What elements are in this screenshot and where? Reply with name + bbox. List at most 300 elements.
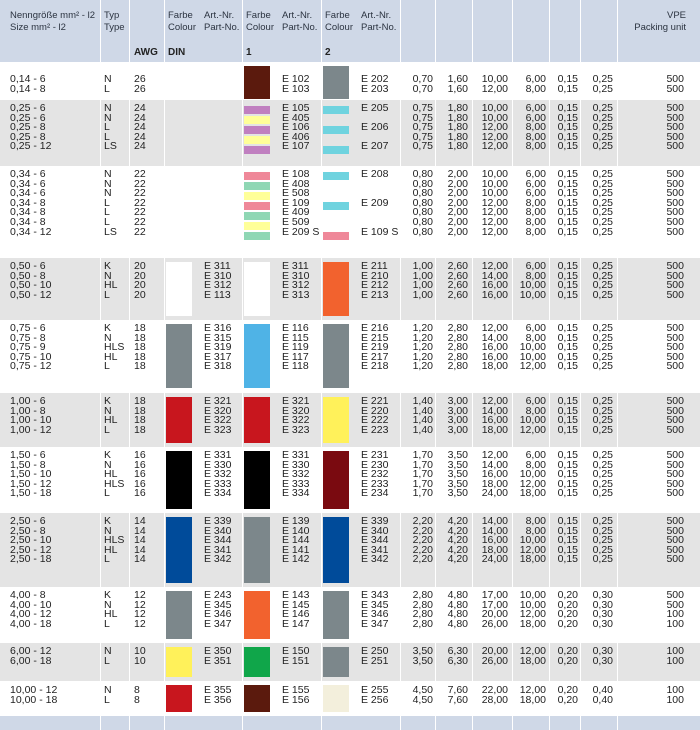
header-vpe-de: VPE: [666, 10, 686, 21]
cell-v1: 1,70: [412, 477, 433, 490]
cell-g1-part: E 155: [282, 684, 310, 696]
size-group: [0, 447, 700, 513]
cell-v2: 7,60: [447, 693, 468, 706]
cell-v5: 0,20: [557, 608, 578, 621]
cell-typ: L: [104, 82, 110, 95]
cell-v5: 0,20: [557, 645, 578, 657]
cell-din-part: E 318: [204, 360, 232, 373]
cell-v5: 0,15: [557, 341, 578, 354]
cell-awg: 8: [134, 684, 140, 696]
cell-g1-part: E 116: [282, 322, 309, 334]
cell-g1-part: E 145: [282, 598, 310, 611]
cell-size: 0,25 - 8: [10, 121, 46, 134]
cell-vpe: 500: [666, 515, 684, 527]
cell-v6: 0,25: [592, 187, 613, 200]
size-group: [0, 166, 700, 258]
cell-v6: 0,30: [592, 654, 613, 667]
cell-v3: 17,00: [481, 589, 508, 601]
cell-v1: 1,70: [412, 468, 433, 481]
cell-v6: 0,40: [592, 693, 613, 706]
cell-v6: 0,25: [592, 216, 613, 228]
cell-size: 4,00 - 12: [10, 608, 52, 621]
cell-v6: 0,25: [592, 458, 613, 471]
cell-awg: 14: [134, 553, 146, 566]
cell-v1: 0,75: [412, 121, 433, 134]
cell-din-part: E 351: [204, 654, 232, 667]
table-row: [0, 82, 700, 95]
size-group: [0, 320, 700, 393]
cell-typ: L: [104, 130, 110, 143]
cell-v6: 0,25: [592, 196, 613, 209]
column-divider: [549, 0, 550, 730]
cell-din-part: E 345: [204, 598, 232, 611]
cell-g1-part: E 106: [282, 121, 310, 134]
cell-v5: 0,20: [557, 693, 578, 706]
cell-vpe: 100: [666, 645, 684, 657]
cell-g1-part: E 146: [282, 608, 310, 621]
size-group: [0, 393, 700, 447]
table-row: [0, 225, 700, 238]
cell-v2: 2,00: [447, 168, 468, 180]
cell-v6: 0,25: [592, 534, 613, 547]
cell-v3: 16,00: [481, 414, 508, 427]
cell-size: 0,75 - 8: [10, 331, 46, 344]
cell-v3: 16,00: [481, 341, 508, 354]
cell-typ: HLS: [104, 477, 125, 490]
cell-g2-part: E 343: [361, 589, 389, 601]
cell-v4: 12,00: [519, 684, 546, 696]
cell-awg: 16: [134, 487, 146, 500]
cell-v5: 0,15: [557, 395, 578, 407]
cell-vpe: 100: [666, 654, 684, 667]
cell-v5: 0,15: [557, 360, 578, 373]
column-divider: [100, 0, 101, 730]
size-group: [0, 681, 700, 716]
cell-v6: 0,25: [592, 395, 613, 407]
cell-typ: L: [104, 288, 110, 301]
cell-v4: 18,00: [519, 487, 546, 500]
cell-awg: 14: [134, 543, 146, 556]
cell-v5: 0,15: [557, 553, 578, 566]
cell-g1-part: E 332: [282, 468, 310, 481]
cell-v5: 0,20: [557, 598, 578, 611]
header-typ-en: Type: [104, 22, 125, 33]
cell-typ: N: [104, 458, 112, 471]
cell-v5: 0,15: [557, 279, 578, 292]
cell-v1: 1,00: [412, 288, 433, 301]
cell-v2: 2,00: [447, 196, 468, 209]
cell-v2: 4,20: [447, 534, 468, 547]
cell-awg: 14: [134, 524, 146, 537]
header-g1-colour: [246, 10, 274, 34]
cell-v3: 12,00: [481, 395, 508, 407]
cell-typ: N: [104, 598, 112, 611]
cell-din-part: E 311: [204, 260, 231, 272]
cell-size: 0,75 - 12: [10, 360, 52, 373]
cell-typ: HL: [104, 279, 118, 292]
cell-v2: 1,80: [447, 102, 468, 114]
cell-g2-part: E 347: [361, 617, 389, 630]
cell-v4: 12,00: [519, 543, 546, 556]
cell-din-part: E 340: [204, 524, 232, 537]
cell-v6: 0,25: [592, 487, 613, 500]
cell-v4: 6,00: [525, 73, 546, 85]
cell-v1: 0,75: [412, 140, 433, 153]
cell-v1: 4,50: [412, 693, 433, 706]
cell-v4: 10,00: [519, 598, 546, 611]
cell-awg: 20: [134, 288, 146, 301]
table-row: [0, 489, 700, 499]
cell-awg: 18: [134, 395, 146, 407]
cell-din-part: E 315: [204, 331, 232, 344]
cell-v1: 1,20: [412, 322, 433, 334]
cell-g1-part: E 406: [282, 130, 310, 143]
cell-vpe: 500: [666, 187, 684, 200]
cell-din-part: E 321: [204, 395, 232, 407]
header-farbe-2: Farbe: [246, 10, 271, 21]
cell-v2: 4,20: [447, 524, 468, 537]
cell-v3: 14,00: [481, 458, 508, 471]
cell-vpe: 500: [666, 140, 684, 153]
cell-v1: 0,80: [412, 196, 433, 209]
cell-size: 10,00 - 12: [10, 684, 58, 696]
cell-v4: 6,00: [525, 449, 546, 461]
cell-din-part: E 322: [204, 414, 232, 427]
cell-v6: 0,30: [592, 608, 613, 621]
cell-v4: 8,00: [525, 121, 546, 134]
cell-v6: 0,25: [592, 543, 613, 556]
cell-v4: 6,00: [525, 395, 546, 407]
header-din-part: [204, 10, 239, 34]
cell-g1-part: E 311: [282, 260, 309, 272]
cell-g2-part: E 212: [361, 279, 389, 292]
cell-v4: 10,00: [519, 589, 546, 601]
cell-typ: N: [104, 102, 112, 114]
cell-awg: 18: [134, 322, 146, 334]
cell-v5: 0,15: [557, 414, 578, 427]
cell-v3: 14,00: [481, 524, 508, 537]
header-size-de: Nenngröße mm² - l2: [10, 10, 95, 21]
cell-awg: 24: [134, 130, 146, 143]
table-row: [0, 142, 700, 152]
cell-v5: 0,15: [557, 102, 578, 114]
cell-awg: 24: [134, 121, 146, 134]
cell-vpe: 500: [666, 331, 684, 344]
table-row: [0, 423, 700, 436]
cell-typ: L: [104, 487, 110, 500]
cell-g1-part: E 105: [282, 102, 310, 114]
cell-v5: 0,20: [557, 589, 578, 601]
cell-typ: L: [104, 121, 110, 134]
cell-v6: 0,25: [592, 468, 613, 481]
cell-v2: 2,00: [447, 206, 468, 219]
cell-awg: 8: [134, 693, 140, 706]
cell-v1: 1,40: [412, 423, 433, 436]
cell-typ: LS: [104, 140, 117, 153]
header-din-colour: [168, 10, 196, 34]
cell-g2-part: E 344: [361, 534, 389, 547]
size-group: [0, 643, 700, 681]
cell-typ: L: [104, 693, 110, 706]
cell-v3: 12,00: [481, 260, 508, 272]
cell-g2-part: E 231: [361, 449, 389, 461]
cell-v3: 16,00: [481, 288, 508, 301]
cell-v2: 2,60: [447, 269, 468, 282]
header-packing-unit: Packing unit: [634, 22, 686, 33]
header-din: DIN: [168, 47, 186, 58]
cell-v3: 18,00: [481, 543, 508, 556]
cell-g1-part: E 333: [282, 477, 310, 490]
cell-size: 6,00 - 12: [10, 645, 52, 657]
cell-v4: 10,00: [519, 414, 546, 427]
cell-v1: 1,70: [412, 487, 433, 500]
cell-din-part: E 341: [204, 543, 232, 556]
cell-v2: 1,60: [447, 73, 468, 85]
cell-g1-part: E 331: [282, 449, 310, 461]
cell-v4: 8,00: [525, 130, 546, 143]
cell-v3: 10,00: [481, 111, 508, 124]
cell-awg: 22: [134, 187, 146, 200]
cell-v4: 8,00: [525, 515, 546, 527]
cell-g2-part: E 202: [361, 73, 389, 85]
cell-v5: 0,15: [557, 225, 578, 238]
cell-v2: 6,30: [447, 645, 468, 657]
cell-v3: 26,00: [481, 654, 508, 667]
cell-g1-part: E 151: [282, 654, 310, 667]
cell-size: 0,34 - 6: [10, 177, 46, 190]
cell-g2-part: E 221: [361, 395, 389, 407]
column-divider: [164, 0, 165, 730]
cell-g2-part: E 234: [361, 487, 389, 500]
cell-v6: 0,40: [592, 684, 613, 696]
cell-v6: 0,25: [592, 111, 613, 124]
cell-v6: 0,25: [592, 423, 613, 436]
cell-v3: 16,00: [481, 534, 508, 547]
cell-size: 1,50 - 6: [10, 449, 46, 461]
cell-v5: 0,15: [557, 524, 578, 537]
cell-v2: 4,80: [447, 589, 468, 601]
cell-size: 0,75 - 6: [10, 322, 46, 334]
cell-din-part: E 310: [204, 269, 232, 282]
header-partno-2: Part-No.: [282, 22, 318, 33]
cell-typ: L: [104, 423, 110, 436]
cell-g2-part: E 230: [361, 458, 389, 471]
cell-awg: 16: [134, 458, 146, 471]
cell-awg: 26: [134, 82, 146, 95]
cell-v2: 2,80: [447, 322, 468, 334]
cell-g1-part: E 102: [282, 73, 310, 85]
cell-typ: LS: [104, 225, 117, 238]
cell-typ: N: [104, 168, 112, 180]
column-divider: [321, 0, 322, 730]
cell-v4: 10,00: [519, 350, 546, 363]
cell-awg: 14: [134, 515, 146, 527]
cell-v3: 22,00: [481, 684, 508, 696]
cell-v5: 0,15: [557, 404, 578, 417]
cell-v1: 2,80: [412, 598, 433, 611]
cell-v1: 1,70: [412, 458, 433, 471]
header-typ-de: Typ: [104, 10, 120, 21]
cell-vpe: 500: [666, 534, 684, 547]
cell-v2: 2,00: [447, 177, 468, 190]
cell-din-part: E 319: [204, 341, 232, 354]
cell-awg: 12: [134, 608, 146, 621]
table-row: [0, 617, 700, 630]
cell-v5: 0,15: [557, 121, 578, 134]
cell-size: 2,50 - 8: [10, 524, 46, 537]
cell-v3: 20,00: [481, 608, 508, 621]
cell-g1-part: E 321: [282, 395, 310, 407]
cell-v3: 12,00: [481, 216, 508, 228]
cell-awg: 24: [134, 111, 146, 124]
cell-vpe: 500: [666, 177, 684, 190]
cell-vpe: 500: [666, 216, 684, 228]
cell-size: 0,34 - 6: [10, 187, 46, 200]
cell-size: 0,34 - 8: [10, 206, 46, 219]
cell-awg: 16: [134, 449, 146, 461]
column-divider: [472, 0, 473, 730]
table-row: [0, 693, 700, 706]
cell-v2: 1,80: [447, 140, 468, 153]
cell-v5: 0,15: [557, 534, 578, 547]
header-farbe-1: Farbe: [168, 10, 193, 21]
cell-v1: 0,80: [412, 216, 433, 228]
cell-din-part: E 332: [204, 468, 232, 481]
cell-v1: 1,20: [412, 341, 433, 354]
cell-awg: 20: [134, 279, 146, 292]
cell-din-part: E 323: [204, 423, 232, 436]
cell-size: 1,00 - 12: [10, 423, 52, 436]
cell-g2-part: E 216: [361, 322, 389, 334]
cell-awg: 18: [134, 360, 146, 373]
cell-g2-part: E 218: [361, 360, 389, 373]
cell-v5: 0,15: [557, 487, 578, 500]
cell-size: 0,14 - 8: [10, 82, 46, 95]
cell-v3: 12,00: [481, 449, 508, 461]
cell-v1: 2,20: [412, 534, 433, 547]
cell-g1-part: E 115: [282, 331, 309, 344]
cell-v4: 6,00: [525, 111, 546, 124]
cell-v5: 0,15: [557, 196, 578, 209]
cell-awg: 18: [134, 350, 146, 363]
cell-v4: 10,00: [519, 279, 546, 292]
cell-awg: 22: [134, 196, 146, 209]
cell-size: 0,34 - 8: [10, 216, 46, 228]
table-header: [0, 0, 700, 62]
header-artnr-2: Art.-Nr.: [282, 10, 313, 21]
cell-g1-part: E 322: [282, 414, 310, 427]
cell-v1: 1,20: [412, 360, 433, 373]
cell-v3: 14,00: [481, 515, 508, 527]
cell-v6: 0,25: [592, 130, 613, 143]
cell-v1: 0,70: [412, 82, 433, 95]
cell-g1-part: E 140: [282, 524, 310, 537]
cell-g1-part: E 323: [282, 423, 310, 436]
cell-v2: 4,20: [447, 553, 468, 566]
cell-g2-part: E 217: [361, 350, 389, 363]
cell-v4: 10,00: [519, 288, 546, 301]
cell-vpe: 500: [666, 196, 684, 209]
header-type: [104, 10, 125, 34]
cell-v2: 1,80: [447, 111, 468, 124]
header-colour-2: Colour: [246, 22, 274, 33]
cell-v3: 16,00: [481, 279, 508, 292]
cell-v1: 4,50: [412, 684, 433, 696]
cell-v3: 24,00: [481, 487, 508, 500]
size-group: [0, 62, 700, 100]
cell-g2-part: E 256: [361, 693, 389, 706]
cell-v3: 10,00: [481, 168, 508, 180]
cell-size: 4,00 - 8: [10, 589, 46, 601]
cell-v2: 6,30: [447, 654, 468, 667]
cell-g1-part: E 108: [282, 168, 310, 180]
cell-typ: N: [104, 111, 112, 124]
cell-size: 1,50 - 8: [10, 458, 46, 471]
cell-typ: HLS: [104, 534, 125, 547]
cell-typ: K: [104, 449, 112, 461]
cell-v4: 8,00: [525, 206, 546, 219]
table-row: [0, 288, 700, 301]
cell-v6: 0,25: [592, 260, 613, 272]
cell-size: 0,50 - 6: [10, 260, 46, 272]
cell-v4: 8,00: [525, 216, 546, 228]
cell-size: 2,50 - 6: [10, 515, 46, 527]
cell-typ: N: [104, 684, 112, 696]
cell-v2: 2,00: [447, 216, 468, 228]
header-artnr-3: Art.-Nr.: [361, 10, 392, 21]
cell-vpe: 500: [666, 279, 684, 292]
cell-v5: 0,20: [557, 654, 578, 667]
cell-v1: 2,20: [412, 543, 433, 556]
cell-v2: 3,50: [447, 487, 468, 500]
cell-size: 1,00 - 10: [10, 414, 52, 427]
cell-size: 4,00 - 10: [10, 598, 52, 611]
cell-v1: 1,20: [412, 331, 433, 344]
cell-awg: 18: [134, 404, 146, 417]
cell-v6: 0,25: [592, 269, 613, 282]
cell-size: 0,50 - 10: [10, 279, 52, 292]
cell-din-part: E 113: [204, 288, 231, 301]
header-awg: AWG: [134, 47, 158, 58]
cell-v4: 6,00: [525, 168, 546, 180]
cell-size: 0,25 - 6: [10, 111, 46, 124]
cell-v3: 20,00: [481, 645, 508, 657]
cell-g2-part: E 207: [361, 140, 389, 153]
cell-din-part: E 344: [204, 534, 232, 547]
cell-awg: 20: [134, 269, 146, 282]
cell-awg: 20: [134, 260, 146, 272]
cell-v5: 0,15: [557, 260, 578, 272]
cell-size: 0,34 - 12: [10, 225, 52, 238]
cell-typ: N: [104, 524, 112, 537]
cell-g1-part: E 312: [282, 279, 310, 292]
cell-typ: L: [104, 654, 110, 667]
cell-v6: 0,25: [592, 350, 613, 363]
cell-v2: 4,80: [447, 608, 468, 621]
cell-v4: 18,00: [519, 693, 546, 706]
column-divider: [580, 0, 581, 730]
cell-v4: 10,00: [519, 534, 546, 547]
cell-v6: 0,25: [592, 331, 613, 344]
cell-v2: 3,50: [447, 458, 468, 471]
header-partno-3: Part-No.: [361, 22, 397, 33]
cell-typ: K: [104, 395, 112, 407]
cell-g2-part: E 210: [361, 269, 389, 282]
cell-vpe: 500: [666, 477, 684, 490]
cell-g1-part: E 310: [282, 269, 310, 282]
cell-vpe: 500: [666, 598, 684, 611]
cell-v4: 6,00: [525, 260, 546, 272]
